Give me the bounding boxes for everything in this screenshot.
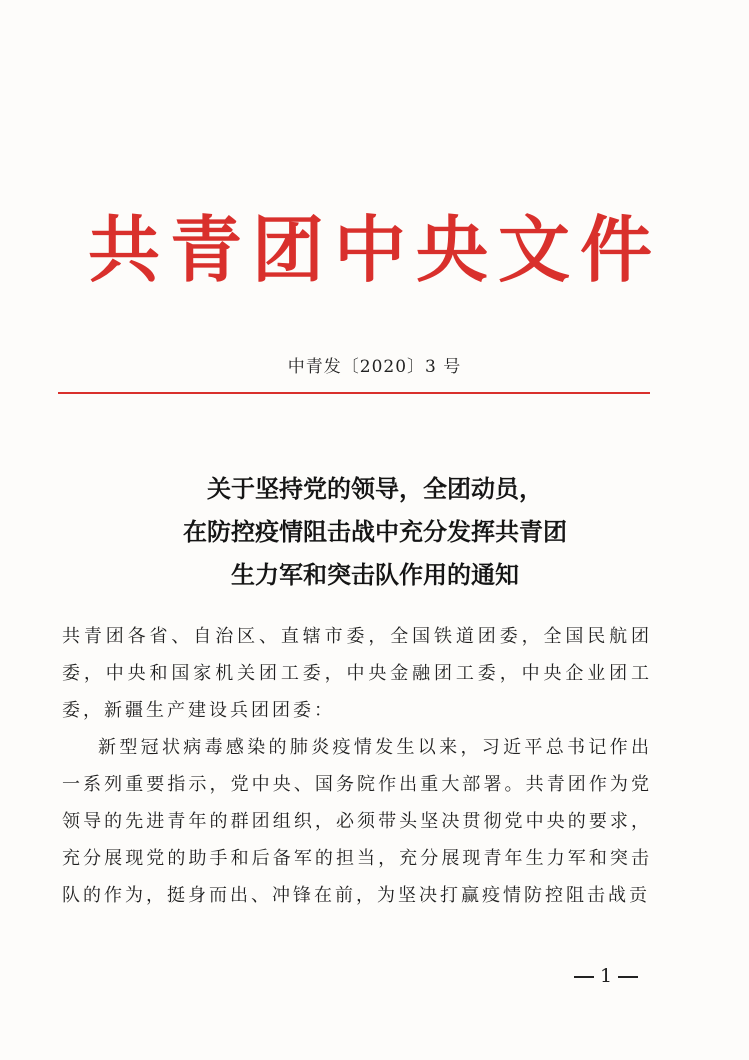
page-number-value: 1: [600, 965, 613, 987]
title-line-1: 关于坚持党的领导，全团动员，: [207, 475, 543, 503]
title-line-3: 生力军和突击队作用的通知: [231, 561, 519, 589]
addressee-paragraph: 共青团各省、自治区、直辖市委，全国铁道团委，全国民航团委，中央和国家机关团工委，中央金融团工委，中央企业团工委，新疆生产建设兵团团委：: [62, 626, 652, 721]
page-number-dash-right: [618, 976, 638, 978]
document-title: [60, 468, 690, 597]
red-divider-line: [58, 392, 650, 394]
document-number: 中青发〔2020〕3 号: [287, 357, 462, 377]
document-body: [62, 618, 652, 914]
page-number-dash-left: [574, 976, 594, 978]
title-line-2: 在防控疫情阻击战中充分发挥共青团: [183, 518, 567, 546]
masthead-red-header: 共青团中央文件: [87, 207, 662, 292]
body-paragraph-1: 新型冠状病毒感染的肺炎疫情发生以来，习近平总书记作出一系列重要指示，党中央、国务院作出重大部署。共青团作为党领导的先进青年的群团组织，必须带头坚决贯彻党中央的要求，充分展现党的助手和后备军的担当，充分展现青年生力军和突击队的作为，挺身而出、冲锋在前，为坚决打赢疫情防控阻击战贡: [62, 737, 652, 906]
page-number: [568, 965, 644, 987]
